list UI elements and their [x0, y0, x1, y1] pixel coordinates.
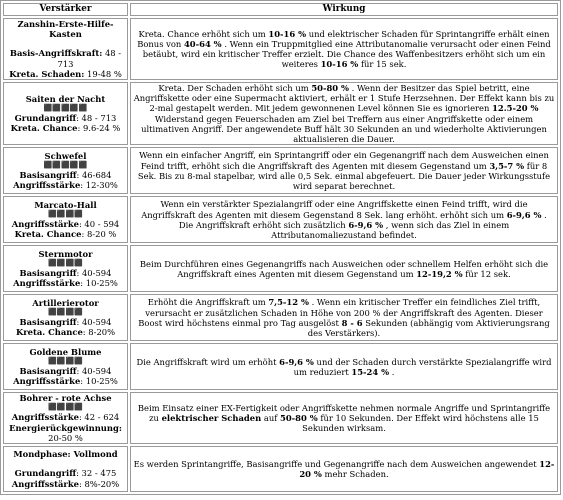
stat-label: Basisangriff [19, 366, 77, 377]
effect-text: . Wenn ein Truppmitglied eine Attributanomalie verursacht oder einen Feind betäubt, wird ein kritischer Treffer erzielt. Die Chance des Waffenbesitzers erhöht sich um ein weiteres [142, 38, 551, 70]
stat-value: : 40-594 [76, 268, 112, 279]
highlight-value: 12.5-20 % [492, 103, 539, 114]
amplifier-cell [3, 392, 128, 444]
effect-text: Kreta. Chance erhöht sich um [138, 28, 269, 39]
highlight-value: 6-9,6 % [506, 209, 542, 220]
stat-line [6, 423, 125, 443]
stat-value: : 40-594 [76, 317, 112, 328]
highlight-value: 7,5-12 % [268, 297, 309, 308]
amplifier-name: Schwefel [44, 150, 87, 161]
highlight-value: 10-16 % [268, 28, 307, 39]
effect-cell [130, 196, 558, 243]
table-row [3, 294, 558, 341]
highlight-value: 8 - 6 [341, 317, 363, 328]
stat-line [6, 479, 125, 489]
amplifier-name: Sternmotor [38, 248, 93, 259]
stat-value: 20-50 % [48, 432, 83, 443]
stat-label: Basisangriff [19, 170, 77, 181]
stat-line [6, 123, 125, 133]
effect-text: und der Schaden durch verstärkte Spezialangriffe wird um reduziert [293, 356, 552, 377]
stat-label: Basisangriff [19, 317, 77, 328]
effect-cell [130, 343, 558, 390]
stat-value: : 46-684 [76, 170, 112, 181]
effect-text: Es werden Sprintangriffe, Basisangriffe und Gegenangriffe nach dem Ausweichen angewendet [133, 458, 540, 469]
stat-label: Angriffsstärke [13, 376, 81, 387]
stat-label: Grundangriff [14, 113, 77, 124]
stat-value: : 48 - 713 [76, 113, 117, 124]
stat-value: : 42 - 624 [78, 412, 120, 423]
stat-line [6, 366, 125, 376]
effect-text: für 15 sek. [358, 59, 407, 70]
stat-label: Basis-Angriffskraft: [9, 48, 103, 59]
stat-label: Angriffsstärke [11, 219, 79, 230]
amplifier-cell [3, 82, 128, 145]
effect-text: auf [261, 413, 281, 424]
stat-line [6, 268, 125, 278]
table-row [3, 18, 558, 80]
table-row [3, 82, 558, 145]
stat-line [6, 412, 125, 422]
rarity-stars-icon: ⬛⬛⬛⬛ [48, 259, 83, 268]
stat-label: Angriffsstärke [13, 180, 81, 191]
rarity-stars-icon: ⬛⬛⬛⬛ [48, 357, 83, 366]
stat-value: : 9.6-24 % [77, 123, 121, 134]
effect-text: . [389, 366, 395, 377]
stat-label: Kreta. Chance [14, 229, 82, 240]
stat-line [6, 278, 125, 288]
effect-text: mehr Schaden. [321, 469, 389, 480]
stat-value: : 10-25% [80, 278, 118, 289]
amplifier-name: Mondphase: Vollmond [13, 449, 118, 460]
effect-cell [130, 147, 558, 194]
highlight-value: 15-24 % [351, 366, 390, 377]
header-amplifier: Verstärker [3, 3, 128, 16]
effect-text: Sekunden (abhängig vom Aktivierungsrang des Verstärkers). [307, 317, 550, 338]
stat-line [6, 317, 125, 327]
stat-value: : 40-594 [76, 366, 112, 377]
effect-text: . Wenn ein kritischer Treffer ein feindliches Ziel trifft, verursacht er zusätzlichen Schaden in Höhe von 200 % der Angriffskraft des Agenten. Dieser Boost wird höchstens einmal pro Tag ausgelöst [138, 297, 543, 328]
stat-line [6, 170, 125, 180]
table-row [3, 392, 558, 444]
stat-value: 48 - 713 [57, 48, 122, 69]
effect-text: . Wenn der Besitzer das Spiel betritt, eine Angriffskette oder eine Supermacht aktiviert, erhält er 1 Stufe Herzsehnen. Der Effekt kann bis zu 2-mal gestapelt werden. Mit jedem gewonnenen Level können Sie es ignorieren [133, 83, 555, 114]
stat-label: Basisangriff [19, 268, 77, 279]
amplifier-cell [3, 343, 128, 390]
stat-value: : 8-20 % [81, 229, 117, 240]
amplifier-name: Marcato-Hall [34, 199, 97, 210]
table-row [3, 446, 558, 492]
effect-text: , wenn sich das Ziel in einem Attributanomaliezustand befindet. [271, 219, 510, 240]
amplifier-cell [3, 196, 128, 243]
stat-value: : 32 - 475 [76, 468, 117, 479]
stat-label: Kreta. Schaden: [9, 68, 85, 79]
stat-label: Grundangriff [14, 468, 77, 479]
table-row [3, 245, 558, 292]
table-row [3, 147, 558, 194]
stat-label: Kreta. Chance [10, 123, 78, 134]
stat-label: Angriffsstärke [11, 412, 79, 423]
effect-cell [130, 446, 558, 492]
amplifier-name: Bohrer - rote Achse [19, 393, 112, 404]
stat-line [6, 219, 125, 229]
table-row [3, 343, 558, 390]
stat-label: Angriffsstärke [13, 278, 81, 289]
highlight-value: 6-9,6 % [279, 356, 314, 367]
stat-value: : 8%-20% [78, 478, 120, 489]
amplifier-name: Zanshin-Erste-Hilfe-Kasten [17, 19, 114, 40]
amplifier-name: Goldene Blume [29, 346, 102, 357]
highlight-value: 40-64 % [183, 38, 222, 49]
stat-value: : 40 - 594 [78, 219, 120, 230]
stat-value: : 10-25% [80, 376, 118, 387]
effect-cell [130, 245, 558, 292]
highlight-value: 12-19,2 % [416, 268, 463, 279]
effect-text: Beim Durchführen eines Gegenangriffs nach Ausweichen oder schnellem Helfen erhöht sich die Angriffskraft eines Agenten mit diesem Gegenstand um [139, 258, 549, 279]
highlight-value: elektrischer Schaden [161, 413, 262, 424]
effect-text: Die Angriffskraft wird um erhöht [136, 356, 280, 367]
stat-line [6, 48, 125, 68]
effect-text: Widerstand gegen Feuerschaden am Ziel bei Treffern aus einer Angriffskette oder einem ultimativen Angriff. Der angewendete Buff hält 30 Sekunden an und wiederholte Aktivierungen aktualisieren die Dauer. [141, 113, 547, 145]
stat-line [6, 113, 125, 123]
amplifier-cell [3, 245, 128, 292]
stat-value: : 12-30% [80, 180, 118, 191]
amplifier-cell [3, 294, 128, 341]
stat-line [6, 468, 125, 478]
highlight-value: 6-9,6 % [348, 219, 384, 230]
amplifier-cell [3, 18, 128, 80]
effect-cell [130, 294, 558, 341]
highlight-value: 3,5-7 % [489, 160, 525, 171]
amplifier-cell [3, 446, 128, 492]
stat-line [6, 376, 125, 386]
effect-text: Wenn ein einfacher Angriff, ein Sprintangriff oder ein Gegenangriff nach dem Ausweichen einen Feind trifft, erhöht sich die Angriffskraft des Agenten mit diesem Gegenstand um [139, 150, 549, 171]
effect-cell [130, 392, 558, 444]
effect-text: für 8 Sek. Bis zu 8-mal stapelbar, wird alle 0,5 Sek. einmal abgefeuert. Die Dauer jeder Wirkungsstufe wird separat berechnet. [137, 160, 551, 191]
highlight-value: 10-16 % [320, 59, 359, 70]
stat-line [6, 327, 125, 337]
highlight-value: 50-80 % [311, 83, 350, 94]
effect-text: Kreta. Der Schaden erhöht sich um [158, 83, 312, 94]
header-effect: Wirkung [130, 3, 558, 16]
stat-label: Angriffsstärke [11, 478, 79, 489]
effect-text: für 12 sek. [462, 268, 511, 279]
stat-label: Kreta. Chance [15, 327, 83, 338]
stat-label: Energierückgewinnung: [9, 422, 122, 433]
table-header-row [3, 3, 558, 16]
effect-cell [130, 82, 558, 145]
rarity-stars-icon: ⬛⬛⬛⬛⬛ [43, 161, 88, 170]
effect-text: für 10 Sekunden. Der Effekt wird höchstens alle 15 Sekunden wirksam. [302, 413, 539, 434]
highlight-value: 12-20 % [299, 458, 555, 480]
rarity-stars-icon: ⬛⬛⬛⬛ [48, 308, 83, 317]
rarity-stars-icon: ⬛⬛⬛⬛ [48, 210, 83, 219]
stat-line [6, 180, 125, 190]
effect-cell [130, 18, 558, 80]
amplifier-name: Artillerierotor [32, 297, 99, 308]
effect-text: Erhöht die Angriffskraft um [147, 297, 269, 308]
rarity-stars-icon: ⬛⬛⬛⬛⬛ [43, 104, 88, 113]
highlight-value: 50-80 % [280, 413, 318, 424]
effect-text: und elektrischer Schaden für Sprintangriffe erhält einen Bonus von [137, 28, 550, 49]
stat-value: 19-48 % [87, 68, 122, 79]
effect-text: Wenn ein verstärkter Spezialangriff oder eine Angriffskette einen Feind trifft, wird die Angriffskraft des Agenten mit diesem Gegenstand 8 Sek. lang erhöht. erhöht sich um [141, 199, 528, 220]
rarity-stars-icon: ⬛⬛⬛⬛ [48, 403, 83, 412]
stat-line [6, 69, 125, 79]
effect-text: . Die Angriffskraft erhöht sich zusätzlich [178, 209, 547, 230]
stat-line [6, 229, 125, 239]
amplifier-name: Saiten der Nacht [25, 93, 106, 104]
stat-value: : 8-20% [82, 327, 116, 338]
effect-text: Beim Einsatz einer EX-Fertigkeit oder Angriffskette nehmen normale Angriffe und Sprintangriffe zu [137, 402, 551, 424]
table-row [3, 196, 558, 243]
amplifier-cell [3, 147, 128, 194]
